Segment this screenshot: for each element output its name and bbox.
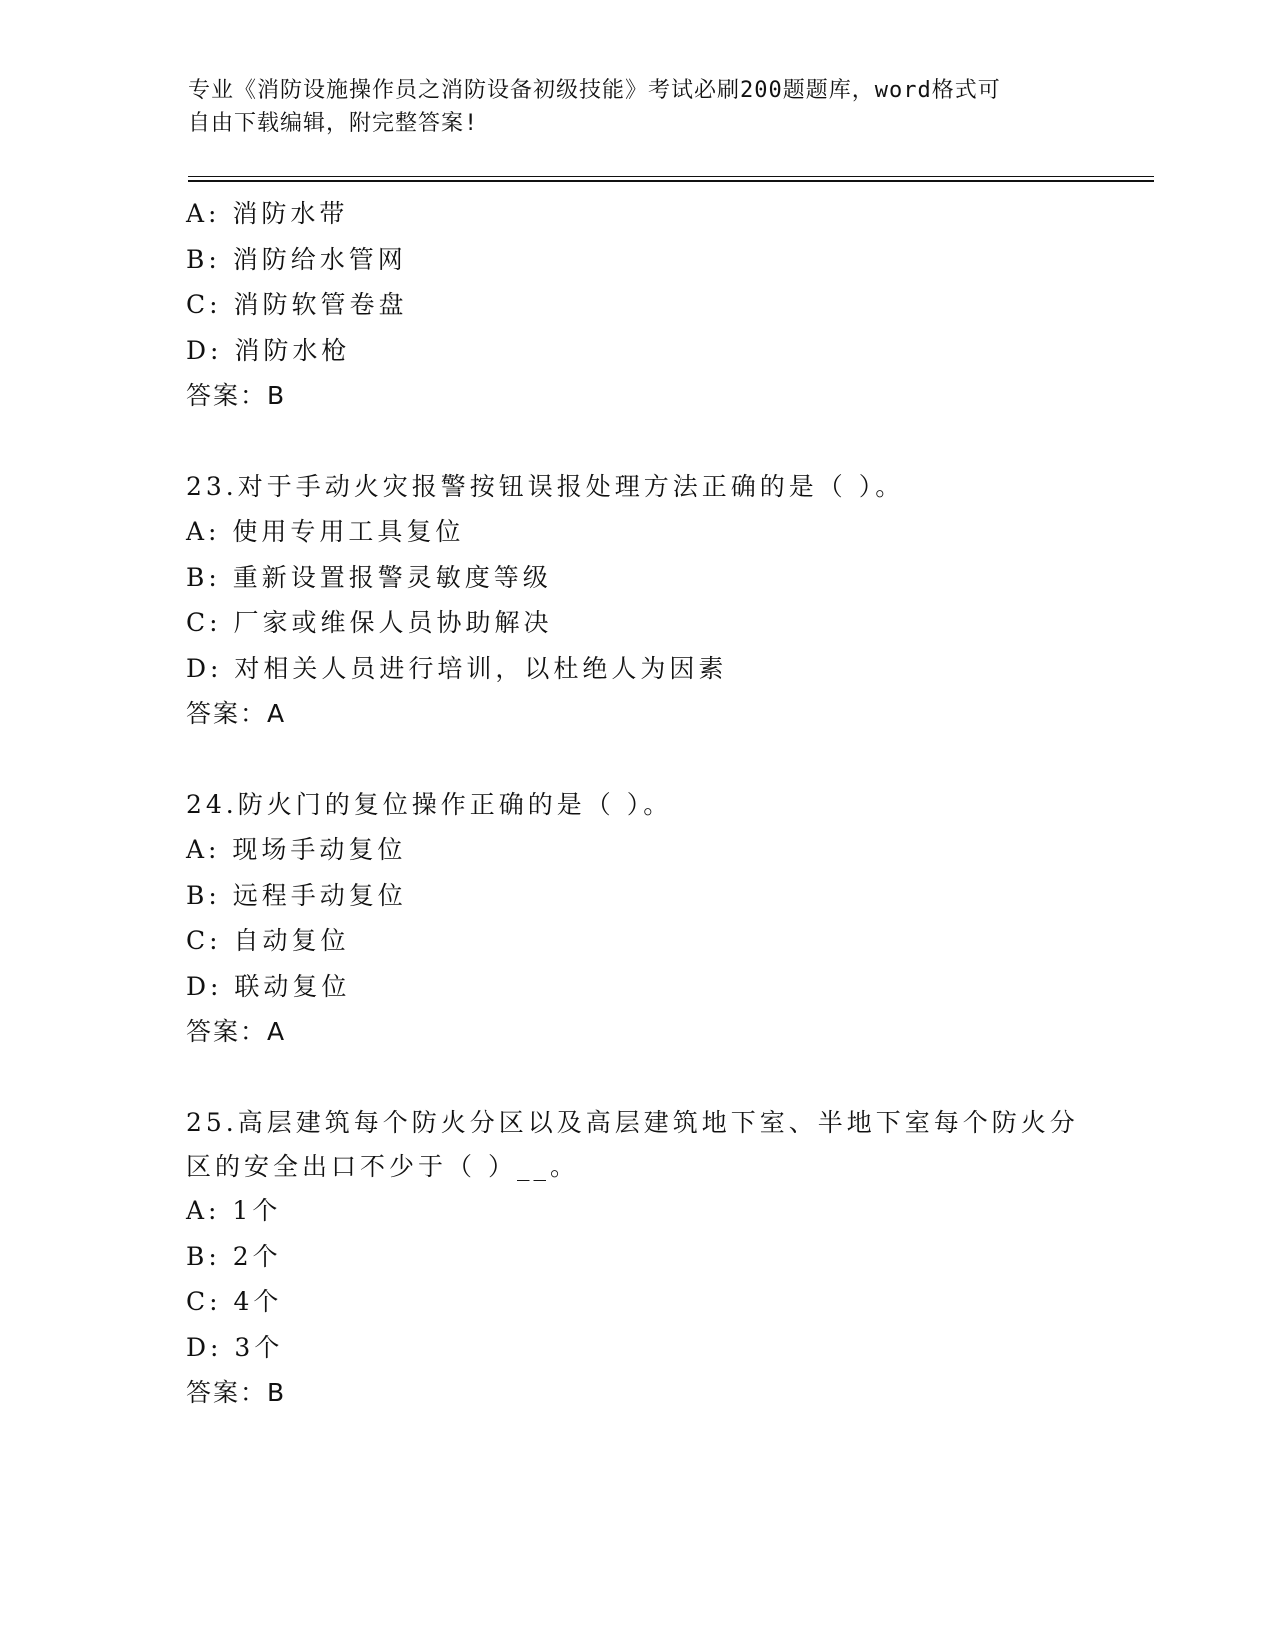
option-d: D: 3个 [186, 1332, 284, 1362]
option-a: A: 1个 [186, 1196, 282, 1225]
answer-line: 答案：B [186, 1378, 287, 1407]
block-spacer [186, 1055, 1086, 1100]
option-a: A: 消防水带 [186, 199, 349, 228]
document-header [188, 74, 1068, 140]
header-divider-thick [188, 180, 1154, 182]
header-line-1: 专业《消防设施操作员之消防设备初级技能》考试必刷200题题库，word格式可 [188, 78, 1001, 103]
option-b: B: 2个 [186, 1241, 282, 1271]
question-stem: 24.防火门的复位操作正确的是（ ）。 [186, 789, 673, 819]
option-d: D: 联动复位 [186, 971, 351, 1001]
option-c: C: 4个 [186, 1287, 283, 1316]
option-b: B: 远程手动复位 [186, 880, 407, 910]
question-stem: 23.对于手动火灾报警按钮误报处理方法正确的是（ ）。 [186, 471, 905, 501]
option-c: C: 消防软管卷盘 [186, 290, 408, 319]
question-stem-line-2: 区的安全出口不少于（ ）__。 [186, 1152, 579, 1181]
option-a: A: 现场手动复位 [186, 835, 407, 864]
question-block-25 [186, 1100, 1086, 1416]
option-d: D: 消防水枪 [186, 335, 351, 365]
option-b: B: 重新设置报警灵敏度等级 [186, 562, 552, 592]
header-divider-thin [188, 176, 1154, 177]
option-d: D: 对相关人员进行培训，以杜绝人为因素 [186, 653, 728, 683]
question-block-24 [186, 782, 1086, 1055]
question-block-23 [186, 464, 1086, 737]
header-line-2: 自由下载编辑，附完整答案! [188, 111, 479, 136]
block-spacer [186, 419, 1086, 464]
option-a: A: 使用专用工具复位 [186, 517, 465, 546]
question-block-continued [186, 191, 1086, 419]
option-b: B: 消防给水管网 [186, 244, 407, 274]
question-stem-line-1: 25.高层建筑每个防火分区以及高层建筑地下室、半地下室每个防火分 [186, 1107, 1079, 1137]
answer-line: 答案：A [186, 699, 287, 728]
block-spacer [186, 737, 1086, 782]
question-list [186, 191, 1086, 1416]
answer-line: 答案：B [186, 381, 287, 410]
answer-line: 答案：A [186, 1017, 287, 1046]
option-c: C: 自动复位 [186, 926, 350, 955]
option-c: C: 厂家或维保人员协助解决 [186, 608, 553, 637]
